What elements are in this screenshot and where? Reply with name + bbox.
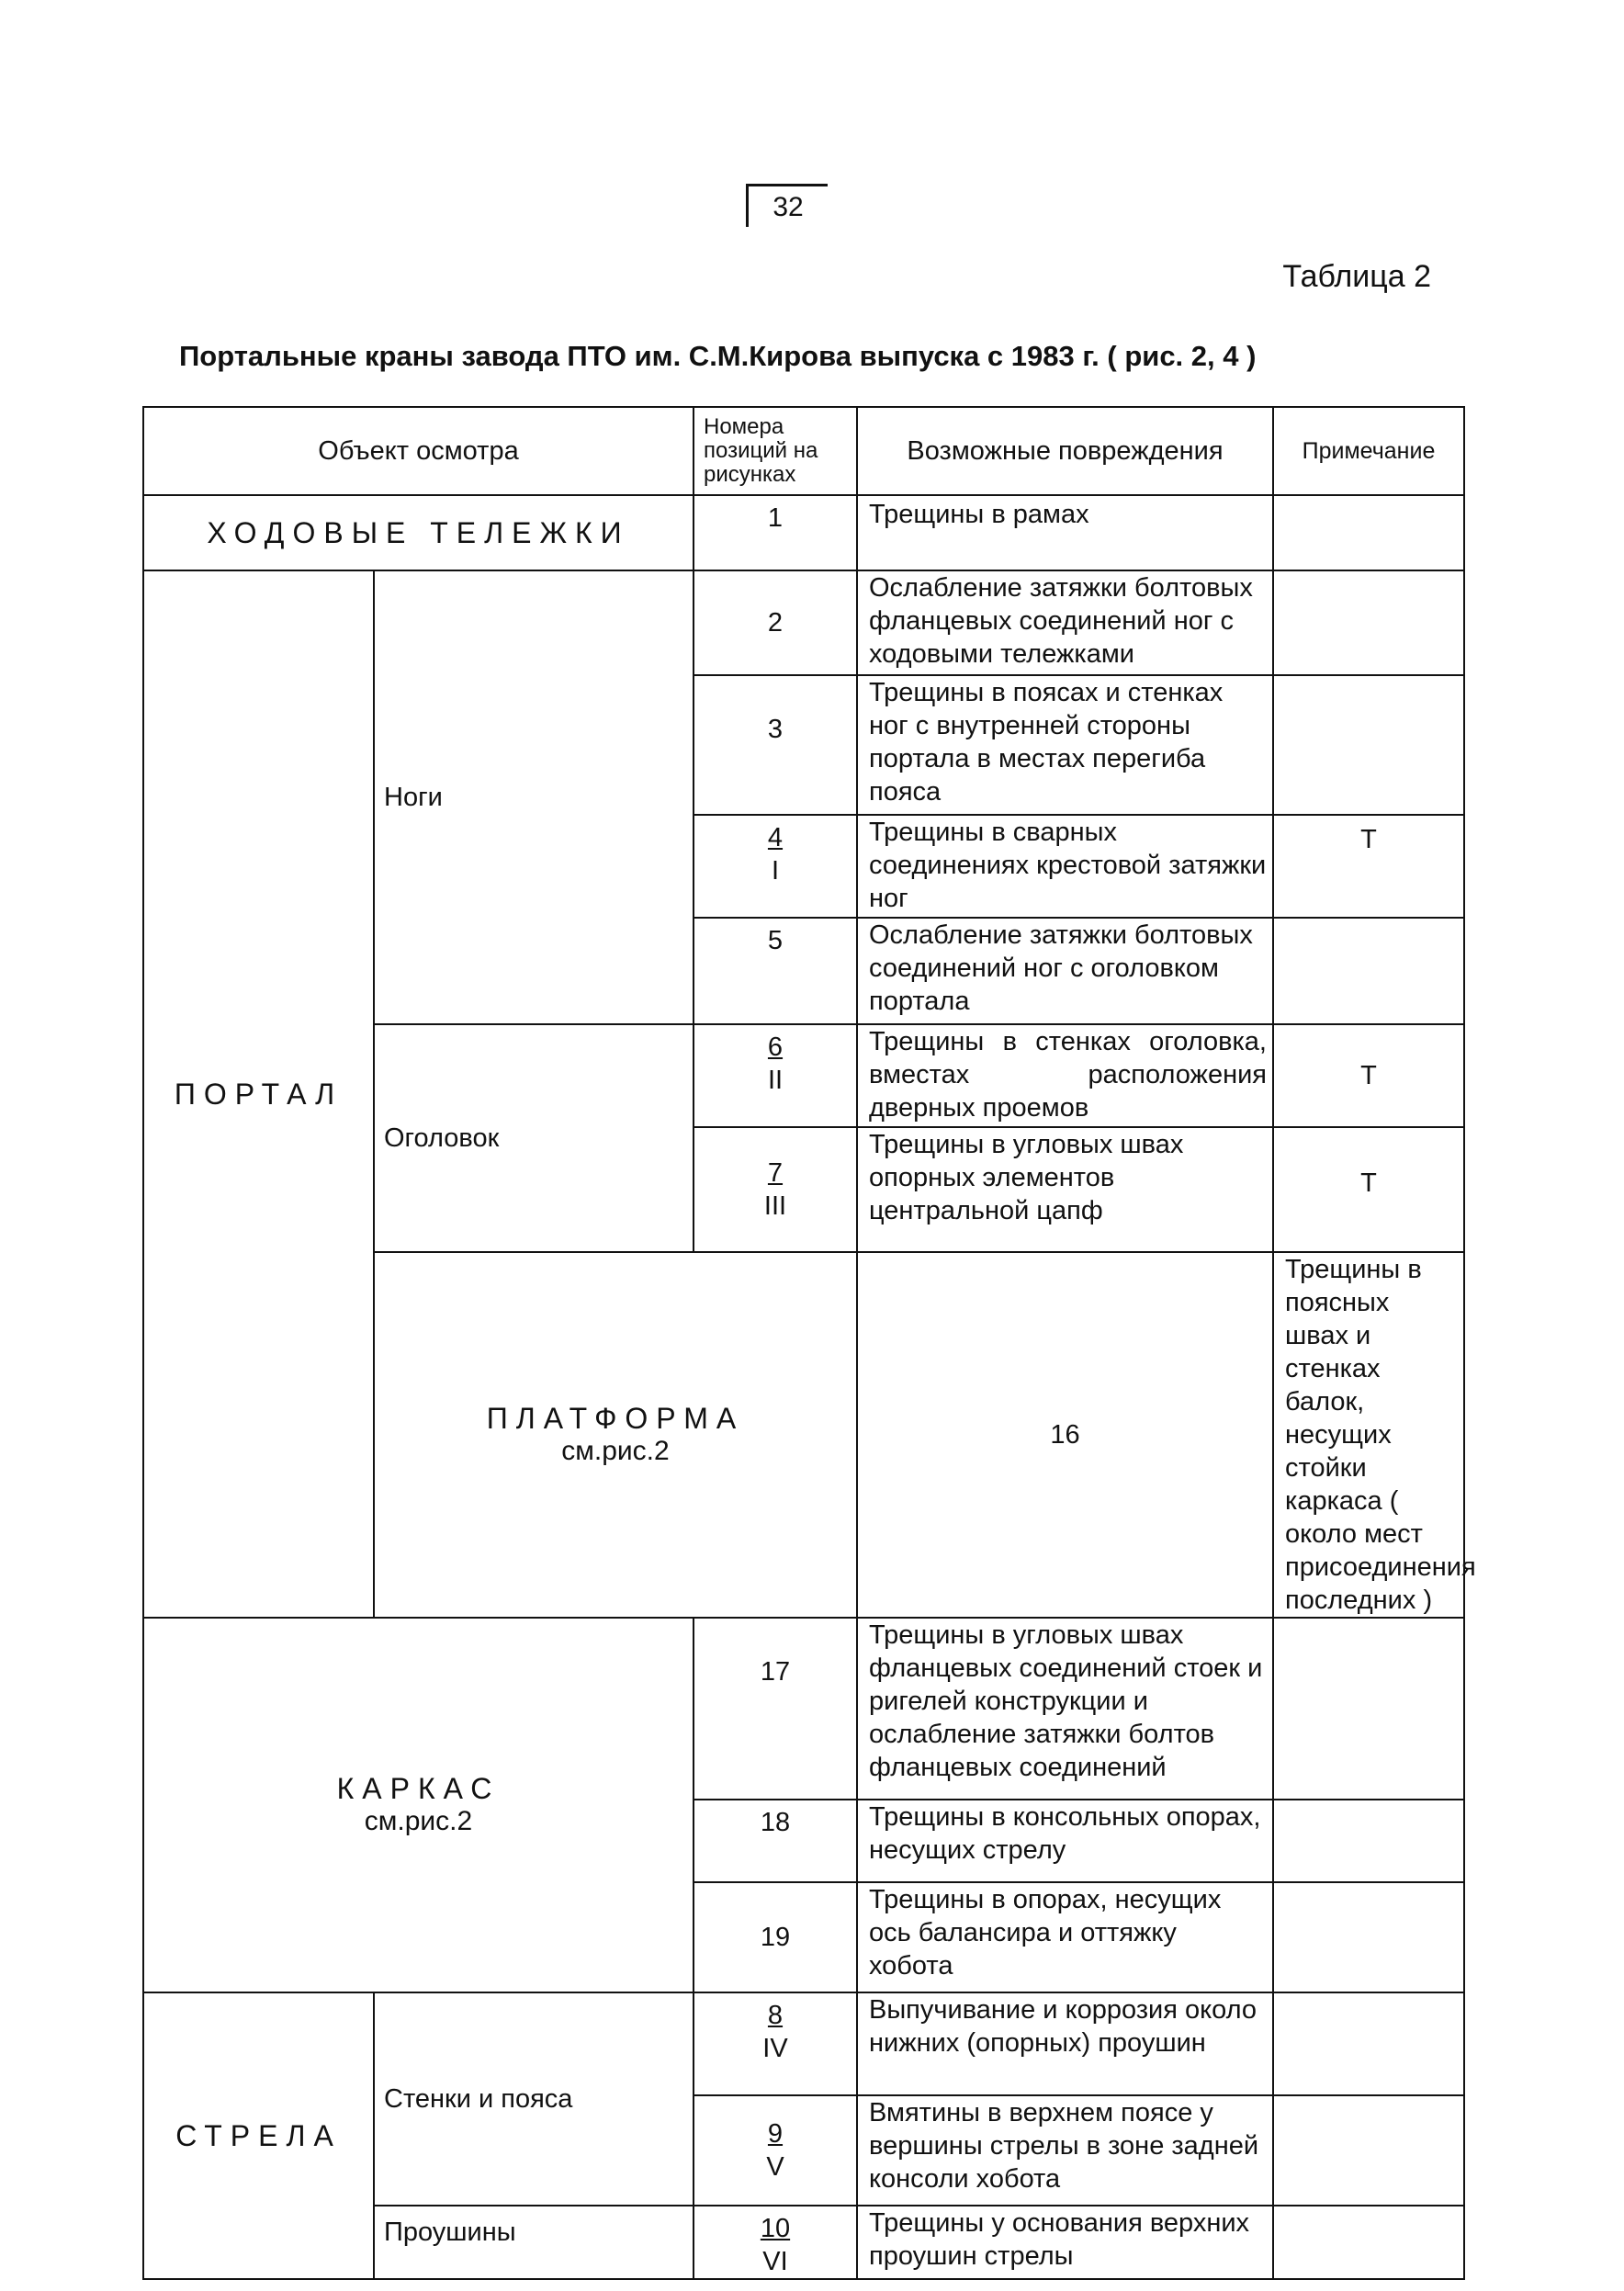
group-karkas-label: КАРКАС (336, 1772, 501, 1805)
position-number: 17 (694, 1618, 857, 1800)
table-header-row (143, 407, 1464, 495)
damage-text: Трещины в угловых швах опорных элементов центральной цапф (857, 1127, 1273, 1252)
position-number: 3 (694, 675, 857, 815)
group-platforma (374, 1252, 857, 1618)
note-cell: Т (1273, 1024, 1464, 1127)
table-label: Таблица 2 (1282, 259, 1431, 294)
damage-text: Трещины в поясных швах и стенках балок, несущих стойки каркаса ( около мест присоединения последних ) (1273, 1252, 1464, 1618)
position-number: 6 II (694, 1024, 857, 1127)
header-object: Объект осмотра (143, 407, 694, 495)
damage-text: Выпучивание и коррозия около нижних (опорных) проушин (857, 1992, 1273, 2095)
subgroup-ogolovok: Оголовок (374, 1024, 694, 1252)
position-number: 9 V (694, 2095, 857, 2206)
note-cell (1273, 1800, 1464, 1882)
group-portal: ПОРТАЛ (143, 570, 374, 1618)
position-number: 4 I (694, 815, 857, 918)
note-cell (1273, 1882, 1464, 1992)
damage-text: Вмятины в верхнем поясе у вершины стрелы в зоне задней консоли хобота (857, 2095, 1273, 2206)
header-notes: Примечание (1273, 407, 1464, 495)
damage-text: Трещины у основания верхних проушин стрелы (857, 2206, 1273, 2279)
table-row (143, 570, 1464, 675)
damage-text: Трещины в консольных опорах, несущих стрелу (857, 1800, 1273, 1882)
damage-text: Ослабление затяжки болтовых соединений ног с оголовком портала (857, 918, 1273, 1024)
position-number: 1 (694, 495, 857, 570)
damage-text: Ослабление затяжки болтовых фланцевых соединений ног с ходовыми тележками (857, 570, 1273, 675)
note-cell (1273, 675, 1464, 815)
note-cell (1273, 2206, 1464, 2279)
note-cell (1273, 918, 1464, 1024)
position-number: 10 VI (694, 2206, 857, 2279)
page-number: 32 (746, 184, 828, 227)
damage-text: Трещины в сварных соединениях крестовой затяжки ног (857, 815, 1273, 918)
note-cell: Т (1273, 815, 1464, 918)
position-number: 2 (694, 570, 857, 675)
note-cell (1273, 1618, 1464, 1800)
note-cell (1273, 570, 1464, 675)
subgroup-stenki-i-poyasa: Стенки и пояса (374, 1992, 694, 2206)
note-cell (1273, 2095, 1464, 2206)
table-row (143, 1618, 1464, 1800)
note-cell: Т (1273, 1127, 1464, 1252)
position-number: 7 III (694, 1127, 857, 1252)
group-hodovye-telezhki: ХОДОВЫЕ ТЕЛЕЖКИ (143, 495, 694, 570)
group-karkas-ref: см.рис.2 (364, 1806, 473, 1836)
header-positions: Номера позиций на рисунках (694, 407, 857, 495)
damage-text: Трещины в поясах и стенках ног с внутренней стороны портала в местах перегиба пояса (857, 675, 1273, 815)
position-number: 8 IV (694, 1992, 857, 2095)
position-number: 5 (694, 918, 857, 1024)
position-number: 19 (694, 1882, 857, 1992)
group-karkas (143, 1618, 694, 1992)
group-platforma-label: ПЛАТФОРМА (486, 1402, 745, 1435)
damage-text: Трещины в стенках оголовка, вместах расположения дверных проемов (857, 1024, 1273, 1127)
damage-text: Трещины в опорах, несущих ось балансира и оттяжку хобота (857, 1882, 1273, 1992)
inspection-table (142, 406, 1476, 2280)
damage-text: Трещины в рамах (857, 495, 1273, 570)
header-damages: Возможные повреждения (857, 407, 1273, 495)
subgroup-nogi: Ноги (374, 570, 694, 1024)
position-number: 16 (857, 1252, 1273, 1618)
table-row (143, 495, 1464, 570)
group-platforma-ref: см.рис.2 (561, 1436, 670, 1466)
table-title: Портальные краны завода ПТО им. С.М.Кирова выпуска с 1983 г. ( рис. 2, 4 ) (179, 340, 1257, 372)
note-cell (1273, 495, 1464, 570)
table-row (143, 1992, 1464, 2095)
damage-text: Трещины в угловых швах фланцевых соединений стоек и ригелей конструкции и ослабление затяжки болтов фланцевых соединений (857, 1618, 1273, 1800)
subgroup-proushiny: Проушины (374, 2206, 694, 2279)
position-number: 18 (694, 1800, 857, 1882)
group-strela: СТРЕЛА (143, 1992, 374, 2279)
note-cell (1273, 1992, 1464, 2095)
